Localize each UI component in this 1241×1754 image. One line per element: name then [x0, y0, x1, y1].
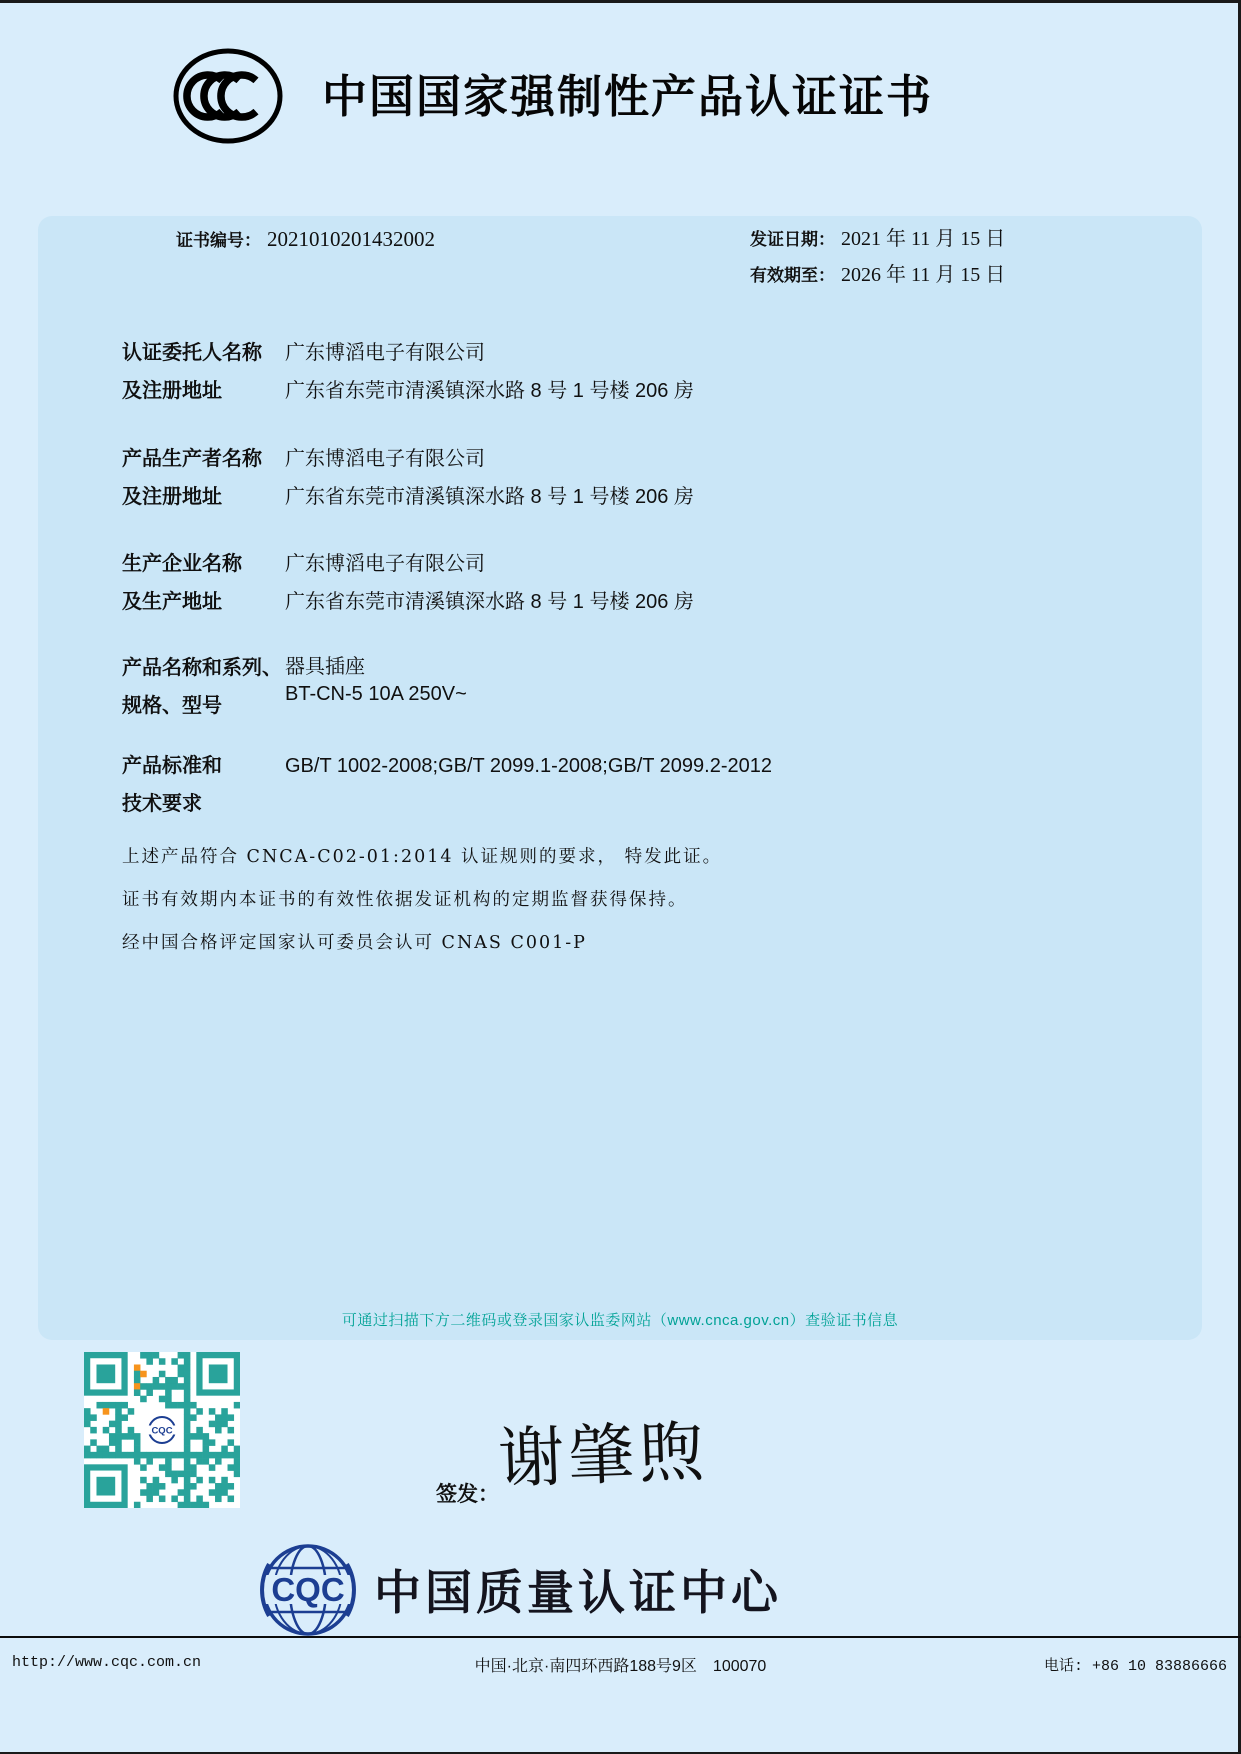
field-label: 产品名称和系列、 [122, 657, 282, 679]
footer-website: http://www.cqc.com.cn [12, 1654, 202, 1671]
ccc-logo-icon [172, 48, 284, 144]
certificate-dates [750, 222, 1005, 294]
field-label: 及生产地址 [122, 591, 222, 613]
footer-divider [0, 1636, 1241, 1638]
field-value: 广东博滔电子有限公司 [285, 448, 485, 470]
field-value: GB/T 1002-2008;GB/T 2099.1-2008;GB/T 2099.2-2012 [285, 755, 773, 777]
certificate-number-row [176, 226, 435, 252]
issue-date-label: 发证日期： [750, 230, 835, 250]
valid-until-value: 2026 年 11 月 15 日 [841, 264, 1006, 286]
field-label: 及注册地址 [122, 486, 222, 508]
field-label: 产品生产者名称 [122, 448, 262, 470]
signed-by-label: 签发： [436, 1481, 499, 1506]
valid-until-label: 有效期至： [750, 266, 835, 286]
page-title: 中国国家强制性产品认证证书 [322, 71, 934, 122]
certificate-number-label: 证书编号： [176, 231, 261, 251]
issuer-name: 中国质量认证中心 [374, 1566, 782, 1619]
field-label: 及注册地址 [122, 380, 222, 402]
field-label: 产品标准和 [122, 755, 222, 777]
certificate-panel [38, 216, 1202, 1340]
footer [0, 1652, 1241, 1682]
field-value: 广东省东莞市清溪镇深水路 8 号 1 号楼 206 房 [285, 486, 694, 508]
scan-edge-top [0, 0, 1241, 3]
field-value: BT-CN-5 10A 250V~ [285, 683, 467, 705]
certificate-number-value: 2021010201432002 [267, 227, 435, 251]
cqc-globe-logo-icon [256, 1538, 360, 1642]
statement-line: 经中国合格评定国家认可委员会认可 CNAS C001-P [122, 933, 587, 953]
issue-date-value: 2021 年 11 月 15 日 [841, 228, 1006, 250]
svg-text:CQC: CQC [151, 1425, 173, 1437]
cqc-logo-text: CQC [271, 1571, 345, 1608]
field-value: 器具插座 [285, 656, 365, 678]
footer-phone: 电话: +86 10 83886666 [1043, 1658, 1227, 1675]
field-label: 规格、型号 [122, 695, 222, 717]
verification-note: 可通过扫描下方二维码或登录国家认监委网站（www.cnca.gov.cn）查验证书信息 [341, 1312, 899, 1329]
certification-statements [122, 836, 722, 965]
footer-address: 中国·北京·南四环西路188号9区 100070 [474, 1658, 767, 1675]
statement-line: 上述产品符合 CNCA-C02-01:2014 认证规则的要求， 特发此证。 [122, 847, 723, 867]
statement-line: 证书有效期内本证书的有效性依据发证机构的定期监督获得保持。 [122, 890, 688, 910]
field-value: 广东博滔电子有限公司 [285, 553, 485, 575]
field-value: 广东博滔电子有限公司 [285, 342, 485, 364]
qr-code [84, 1352, 240, 1508]
field-label: 技术要求 [122, 793, 202, 815]
field-label: 认证委托人名称 [122, 342, 262, 364]
signature-handwriting: 谢肇煦 [496, 1413, 710, 1498]
field-label: 生产企业名称 [122, 553, 242, 575]
field-value: 广东省东莞市清溪镇深水路 8 号 1 号楼 206 房 [285, 591, 694, 613]
field-value: 广东省东莞市清溪镇深水路 8 号 1 号楼 206 房 [285, 380, 694, 402]
